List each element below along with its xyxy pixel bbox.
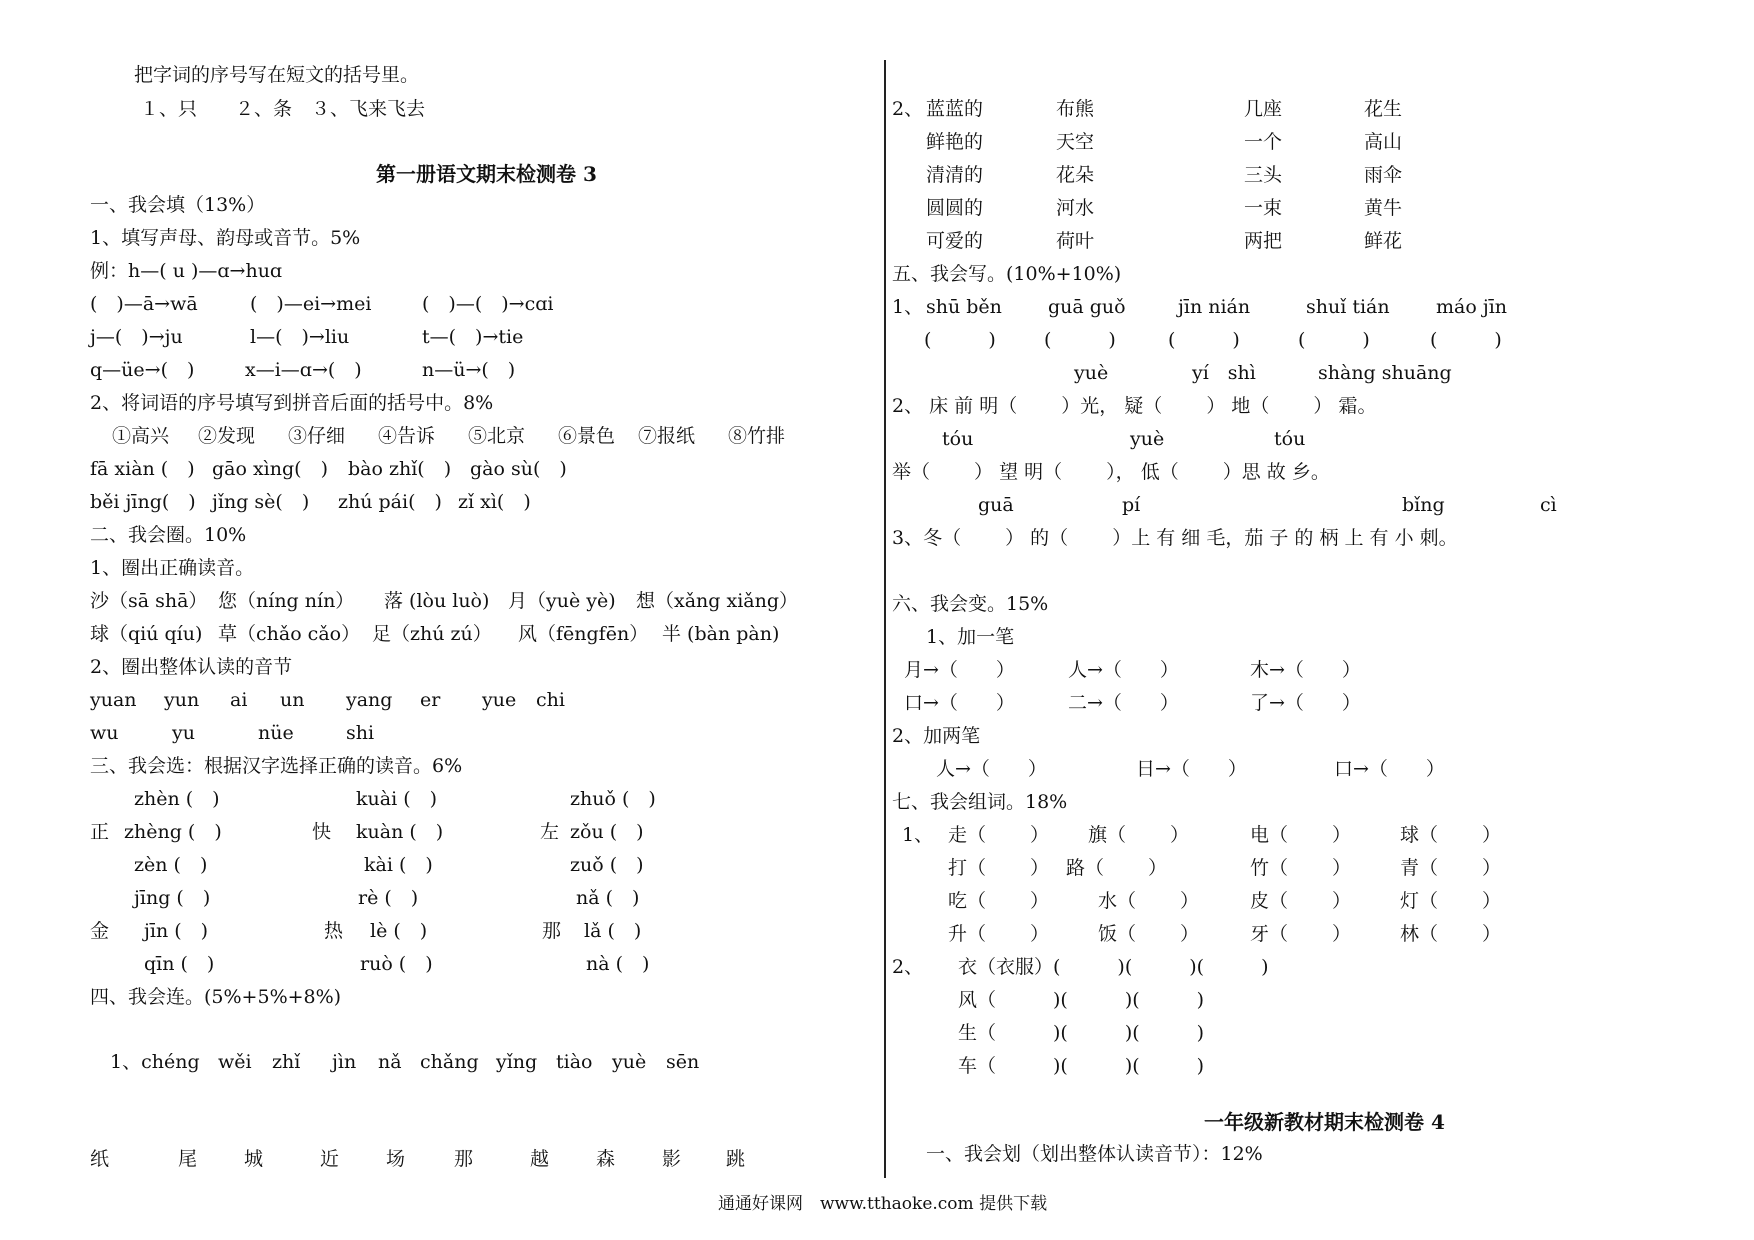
s3-char: 快 [312, 821, 332, 843]
s1-example: 例：h—( u )—ɑ→huɑ [90, 260, 283, 282]
match-pinyin: chǎng [420, 1051, 479, 1073]
word-build-item: 灯（ ） [1400, 890, 1502, 912]
word-option: ⑧竹排 [728, 425, 786, 447]
match-char: 影 [662, 1148, 682, 1170]
poem-pinyin: tóu [1274, 428, 1306, 450]
s1-fill-cell: q—üe→( ) [90, 359, 195, 381]
s1-fill-cell: ( )—ei→mei [250, 293, 372, 315]
match-char: 场 [386, 1148, 406, 1170]
match-word: 鲜花 [1364, 230, 1403, 252]
match-char: 纸 [90, 1148, 110, 1170]
match-pinyin: 1、chéng [110, 1051, 200, 1073]
stroke-item: 木→（ ） [1250, 659, 1361, 681]
reading-option: 落 (lòu luò) [384, 590, 490, 612]
syllable: chi [536, 689, 565, 711]
section-6-heading: 六、我会变。15% [892, 593, 1049, 615]
write-pinyin: guā guǒ [1048, 296, 1126, 318]
match-word: 河水 [1056, 197, 1095, 219]
poem-pinyin: yí shì [1192, 362, 1256, 384]
match-pinyin: sēn [666, 1051, 700, 1073]
word-option: ②发现 [198, 425, 256, 447]
s3-char: 左 [540, 821, 560, 843]
word-build-item: 青（ ） [1400, 857, 1502, 879]
q3-pinyin: bǐng [1402, 494, 1445, 516]
syllable: un [280, 689, 305, 711]
section-4-heading: 四、我会连。(5%+5%+8%) [90, 986, 342, 1008]
s3-option: zǒu ( ) [570, 821, 644, 843]
reading-option: 想（xǎng xiǎng） [636, 590, 799, 612]
s3-char: 金 [90, 920, 110, 942]
word-build-item: 饭（ ） [1098, 923, 1200, 945]
match-pinyin: yuè [612, 1051, 647, 1073]
q3-pinyin: guā [978, 494, 1014, 516]
match-word: 几座 [1244, 98, 1283, 120]
pinyin-blank: bào zhǐ( ) [348, 458, 452, 480]
s3-option: ruò ( ) [360, 953, 433, 975]
write-bracket: ( ) [924, 329, 996, 351]
match-word: 鲜艳的 [926, 131, 984, 153]
match-char: 近 [320, 1148, 340, 1170]
stroke-item: 了→（ ） [1250, 692, 1361, 714]
s7-q1-label: 1、 [902, 824, 934, 846]
word-option: ⑦报纸 [638, 425, 696, 447]
section-3-heading: 三、我会选：根据汉字选择正确的读音。6% [90, 755, 463, 777]
s3-char: 热 [324, 920, 344, 942]
write-pinyin: shuǐ tián [1306, 296, 1390, 318]
match-word: 一个 [1244, 131, 1283, 153]
s3-option: kuàn ( ) [356, 821, 444, 843]
match-word: 天空 [1056, 131, 1095, 153]
word-build-item: 林（ ） [1400, 923, 1502, 945]
word-build-item: 水（ ） [1098, 890, 1200, 912]
match-char: 森 [596, 1148, 616, 1170]
reading-option: 草（chǎo cǎo） [218, 623, 361, 645]
word-option: ①高兴 [112, 425, 170, 447]
column-divider [884, 60, 886, 1178]
s2-question-1: 1、圈出正确读音。 [90, 557, 255, 579]
match-word: 荷叶 [1056, 230, 1095, 252]
word-build-item: 旗（ ） [1088, 824, 1190, 846]
word-option: ③仔细 [288, 425, 346, 447]
word-build-item: 电（ ） [1250, 824, 1352, 846]
word-build-row: 风（ )( )( ) [958, 989, 1205, 1011]
s3-option: zhèng ( ) [124, 821, 222, 843]
word-build-row: 衣（衣服）( )( )( ) [958, 956, 1269, 978]
word-option: ④告诉 [378, 425, 436, 447]
reading-option: 风（fēngfēn） [518, 623, 649, 645]
word-build-item: 竹（ ） [1250, 857, 1352, 879]
poem-line-1: 2、 床 前 明（ ）光， 疑（ ） 地（ ） 霜。 [892, 395, 1377, 417]
s3-option: nǎ ( ) [576, 887, 640, 909]
syllable: yun [164, 689, 200, 711]
write-bracket: ( ) [1430, 329, 1502, 351]
s1-fill-cell: ( )—( )→cɑi [422, 293, 554, 315]
s3-option: zèn ( ) [134, 854, 208, 876]
reading-option: 沙（sā shā） [90, 590, 208, 612]
q3-sentence: 3、冬（ ） 的（ ）上 有 细 毛，茄 子 的 柄 上 有 小 刺。 [892, 527, 1458, 549]
match-word: 花生 [1364, 98, 1403, 120]
word-build-row: 生（ )( )( ) [958, 1022, 1205, 1044]
exam-4-section-1: 一、我会划（划出整体认读音节）：12% [926, 1143, 1263, 1165]
word-build-item: 走（ ） [948, 824, 1050, 846]
match-word: 一束 [1244, 197, 1283, 219]
section-7-heading: 七、我会组词。18% [892, 791, 1068, 813]
word-build-item: 打（ ） [948, 857, 1050, 879]
s3-option: jīng ( ) [134, 887, 211, 909]
s3-option: jīn ( ) [144, 920, 209, 942]
s3-char: 正 [90, 821, 110, 843]
stroke-item: 口→（ ） [1334, 758, 1445, 780]
match-word: 蓝蓝的 [926, 98, 984, 120]
match-word: 布熊 [1056, 98, 1095, 120]
word-build-item: 牙（ ） [1250, 923, 1352, 945]
exam-title: 第一册语文期末检测卷 3 [376, 162, 597, 186]
write-bracket: ( ) [1044, 329, 1116, 351]
s3-char: 那 [542, 920, 562, 942]
match-word: 圆圆的 [926, 197, 984, 219]
poem-pinyin: tóu [942, 428, 974, 450]
syllable: er [420, 689, 441, 711]
match-word: 高山 [1364, 131, 1403, 153]
section-1-heading: 一、我会填（13%） [90, 194, 266, 216]
stroke-item: 二→（ ） [1068, 692, 1179, 714]
write-pinyin: jīn nián [1178, 296, 1251, 318]
match-word: 花朵 [1056, 164, 1095, 186]
syllable: yue [482, 689, 517, 711]
s1-fill-cell: n—ü→( ) [422, 359, 516, 381]
word-choices: １、只 ２、条 ３、飞来飞去 [140, 98, 426, 120]
s1-fill-cell: t—( )→tie [422, 326, 524, 348]
match-char: 跳 [726, 1148, 746, 1170]
pinyin-blank: zhú pái( ) [338, 491, 442, 513]
s3-option: kài ( ) [364, 854, 433, 876]
reading-option: 月（yuè yè) [508, 590, 616, 612]
pinyin-blank: běi jīng( ) [90, 491, 196, 513]
footer-credit: 通通好课网 www.tthaoke.com 提供下载 [718, 1194, 1048, 1214]
s1-fill-cell: x—i—ɑ→( ) [245, 359, 362, 381]
word-build-item: 路（ ） [1066, 857, 1168, 879]
match-word: 两把 [1244, 230, 1283, 252]
s3-option: qīn ( ) [144, 953, 215, 975]
s3-option: lè ( ) [370, 920, 428, 942]
match-pinyin: nǎ [378, 1051, 402, 1073]
match-word: 清清的 [926, 164, 984, 186]
syllable: yu [172, 722, 195, 744]
match-word: 黄牛 [1364, 197, 1403, 219]
s1-fill-cell: l—( )→liu [250, 326, 350, 348]
s6-question-2: 2、加两笔 [892, 725, 981, 747]
reading-option: 您（níng nín） [218, 590, 355, 612]
write-pinyin: máo jīn [1436, 296, 1508, 318]
pinyin-blank: gào sù( ) [470, 458, 567, 480]
q3-pinyin: cì [1540, 494, 1557, 516]
word-build-item: 球（ ） [1400, 824, 1502, 846]
section-5-heading: 五、我会写。(10%+10%) [892, 263, 1122, 285]
pinyin-blank: fā xiàn ( ) [90, 458, 195, 480]
word-option: ⑥景色 [558, 425, 616, 447]
write-pinyin: shū běn [926, 296, 1002, 318]
s3-option: zhuǒ ( ) [570, 788, 656, 810]
q3-pinyin: pí [1122, 494, 1141, 516]
match-char: 越 [530, 1148, 550, 1170]
syllable: shi [346, 722, 375, 744]
match-char: 城 [244, 1148, 264, 1170]
stroke-item: 人→（ ） [936, 758, 1047, 780]
match-pinyin: jìn [332, 1051, 357, 1073]
write-bracket: ( ) [1168, 329, 1240, 351]
stroke-item: 人→（ ） [1068, 659, 1179, 681]
match-char: 那 [454, 1148, 474, 1170]
stroke-item: 口→（ ） [904, 692, 1015, 714]
exam-4-title: 一年级新教材期末检测卷 4 [1204, 1110, 1445, 1134]
pinyin-blank: jǐng sè( ) [212, 491, 310, 513]
reading-option: 半 (bàn pàn) [662, 623, 780, 645]
section-2-heading: 二、我会圈。10% [90, 524, 247, 546]
poem-pinyin: shàng shuāng [1318, 362, 1452, 384]
reading-option: 球（qiú qíu) [90, 623, 203, 645]
poem-line-2: 举（ ） 望 明（ ）， 低（ ）思 故 乡。 [892, 461, 1330, 483]
s2-question-2: 2、圈出整体认读的音节 [90, 656, 293, 678]
match-pinyin: tiào [556, 1051, 593, 1073]
poem-pinyin: yuè [1130, 428, 1165, 450]
s3-option: nà ( ) [586, 953, 650, 975]
s3-option: rè ( ) [358, 887, 419, 909]
stroke-item: 月→（ ） [904, 659, 1015, 681]
syllable: nüe [258, 722, 294, 744]
match-char: 尾 [178, 1148, 198, 1170]
match-word: 雨伞 [1364, 164, 1403, 186]
s1-question-2: 2、将词语的序号填写到拼音后面的括号中。8% [90, 392, 494, 414]
match-pinyin: yǐng [496, 1051, 538, 1073]
word-build-row: 车（ )( )( ) [958, 1055, 1205, 1077]
word-build-item: 皮（ ） [1250, 890, 1352, 912]
match-pinyin: wěi [218, 1051, 252, 1073]
s1-fill-cell: j—( )→ju [90, 326, 183, 348]
poem-pinyin: yuè [1074, 362, 1109, 384]
pinyin-blank: zǐ xì( ) [458, 491, 531, 513]
write-bracket: ( ) [1298, 329, 1370, 351]
pinyin-blank: gāo xìng( ) [212, 458, 328, 480]
s1-fill-cell: ( )—ā→wā [90, 293, 198, 315]
match-word: 三头 [1244, 164, 1283, 186]
intro-text: 把字词的序号写在短文的括号里。 [134, 64, 420, 86]
s3-option: kuài ( ) [356, 788, 438, 810]
syllable: yuan [90, 689, 137, 711]
word-option: ⑤北京 [468, 425, 526, 447]
s1-question-1: 1、填写声母、韵母或音节。5% [90, 227, 361, 249]
syllable: yang [346, 689, 393, 711]
s3-option: zuǒ ( ) [570, 854, 644, 876]
s5-q1-label: 1、 [892, 296, 924, 318]
match-pinyin: zhǐ [272, 1051, 301, 1073]
word-build-item: 吃（ ） [948, 890, 1050, 912]
word-build-item: 升（ ） [948, 923, 1050, 945]
s3-option: zhèn ( ) [134, 788, 220, 810]
syllable: wu [90, 722, 119, 744]
reading-option: 足（zhú zú） [372, 623, 492, 645]
s3-option: lǎ ( ) [584, 920, 642, 942]
match-word: 可爱的 [926, 230, 984, 252]
syllable: ai [230, 689, 248, 711]
s7-q2-label: 2、 [892, 956, 924, 978]
s6-question-1: 1、加一笔 [926, 626, 1015, 648]
stroke-item: 日→（ ） [1136, 758, 1247, 780]
s4-q2-label: 2、 [892, 98, 924, 120]
